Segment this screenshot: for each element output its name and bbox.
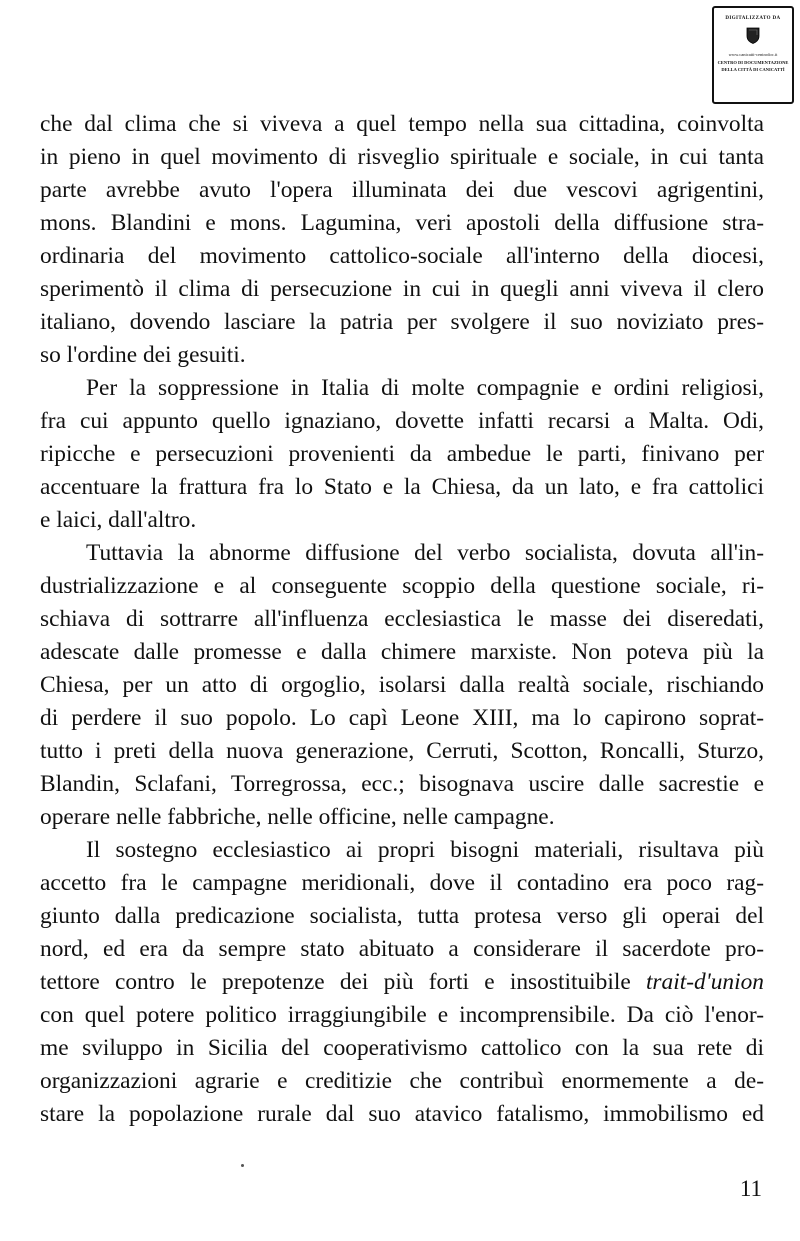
text-line: sperimentò il clima di persecuzione in cui in quegli anni viveva il clero (40, 276, 764, 302)
text-line: organizzazioni agrarie e creditizie che contribuì enormemente a de- (40, 1068, 764, 1094)
text-line: operare nelle fabbriche, nelle officine, nelle campagne. (40, 804, 555, 830)
text-line: che dal clima che si viveva a quel tempo nella sua cittadina, coinvolta (40, 111, 764, 137)
text-line: Per la soppressione in Italia di molte compagnie e ordini religiosi, (86, 375, 764, 401)
page-number: 11 (739, 1176, 762, 1201)
text-line: di perdere il suo popolo. Lo capì Leone XIII, ma lo capirono soprat- (40, 705, 764, 731)
italic-term: trait-d'union (645, 969, 764, 995)
text-fragment: tettore contro le prepotenze dei più forti e insostituibile (40, 969, 646, 995)
text-line (40, 966, 764, 999)
stamp-url: www.canicatti-centrodoc.it (728, 52, 778, 57)
text-line: e laici, dall'altro. (40, 507, 197, 533)
text-line: Tuttavia la abnorme diffusione del verbo socialista, dovuta all'in- (86, 540, 764, 566)
stamp-line-1: CENTRO DI DOCUMENTAZIONE (717, 60, 789, 65)
text-line: Il sostegno ecclesiastico ai propri bisogni materiali, risultava più (86, 837, 764, 863)
scan-speck (241, 1164, 244, 1167)
text-line: so l'ordine dei gesuiti. (40, 342, 246, 368)
text-line: Blandin, Sclafani, Torregrossa, ecc.; bisognava uscire dalle sacrestie e (40, 771, 764, 797)
text-line: me sviluppo in Sicilia del cooperativismo cattolico con la sua rete di (40, 1035, 764, 1061)
coat-of-arms-shield-icon (746, 27, 760, 44)
text-line: accentuare la frattura fra lo Stato e la Chiesa, da un lato, e fra cattolici (40, 474, 764, 500)
text-line: mons. Blandini e mons. Lagumina, veri apostoli della diffusione stra- (40, 210, 764, 236)
text-line: accetto fra le campagne meridionali, dove il contadino era poco rag- (40, 870, 764, 896)
text-line: con quel potere politico irraggiungibile e incomprensibile. Da ciò l'enor- (40, 1002, 764, 1028)
text-line: in pieno in quel movimento di risveglio spirituale e sociale, in cui tanta (40, 144, 764, 170)
text-line: dustrializzazione e al conseguente scoppio della questione sociale, ri- (40, 573, 764, 599)
text-line: italiano, dovendo lasciare la patria per svolgere il suo noviziato pres- (40, 309, 764, 335)
text-line: ripicche e persecuzioni provenienti da ambedue le parti, finivano per (40, 441, 764, 467)
text-line: schiava di sottrarre all'influenza ecclesiastica le masse dei diseredati, (40, 606, 764, 632)
text-line: tutto i preti della nuova generazione, Cerruti, Scotton, Roncalli, Sturzo, (40, 738, 764, 764)
text-line: nord, ed era da sempre stato abituato a considerare il sacerdote pro- (40, 936, 764, 962)
stamp-header: DIGITALIZZATO DA (725, 16, 781, 21)
text-line: stare la popolazione rurale dal suo atavico fatalismo, immobilismo ed (40, 1101, 764, 1127)
body-text (40, 108, 764, 1131)
text-line: adescate dalle promesse e dalla chimere marxiste. Non poteva più la (40, 639, 764, 665)
text-line: ordinaria del movimento cattolico-sociale all'interno della diocesi, (40, 243, 764, 269)
text-line: parte avrebbe avuto l'opera illuminata dei due vescovi agrigentini, (40, 177, 764, 203)
digitization-stamp (712, 6, 794, 104)
text-line: giunto dalla predicazione socialista, tutta protesa verso gli operai del (40, 903, 764, 929)
stamp-line-2: DELLA CITTÀ DI CANICATTÌ (721, 67, 785, 72)
text-line: Chiesa, per un atto di orgoglio, isolarsi dalla realtà sociale, rischiando (40, 672, 764, 698)
text-line: fra cui appunto quello ignaziano, dovette infatti recarsi a Malta. Odi, (40, 408, 764, 434)
